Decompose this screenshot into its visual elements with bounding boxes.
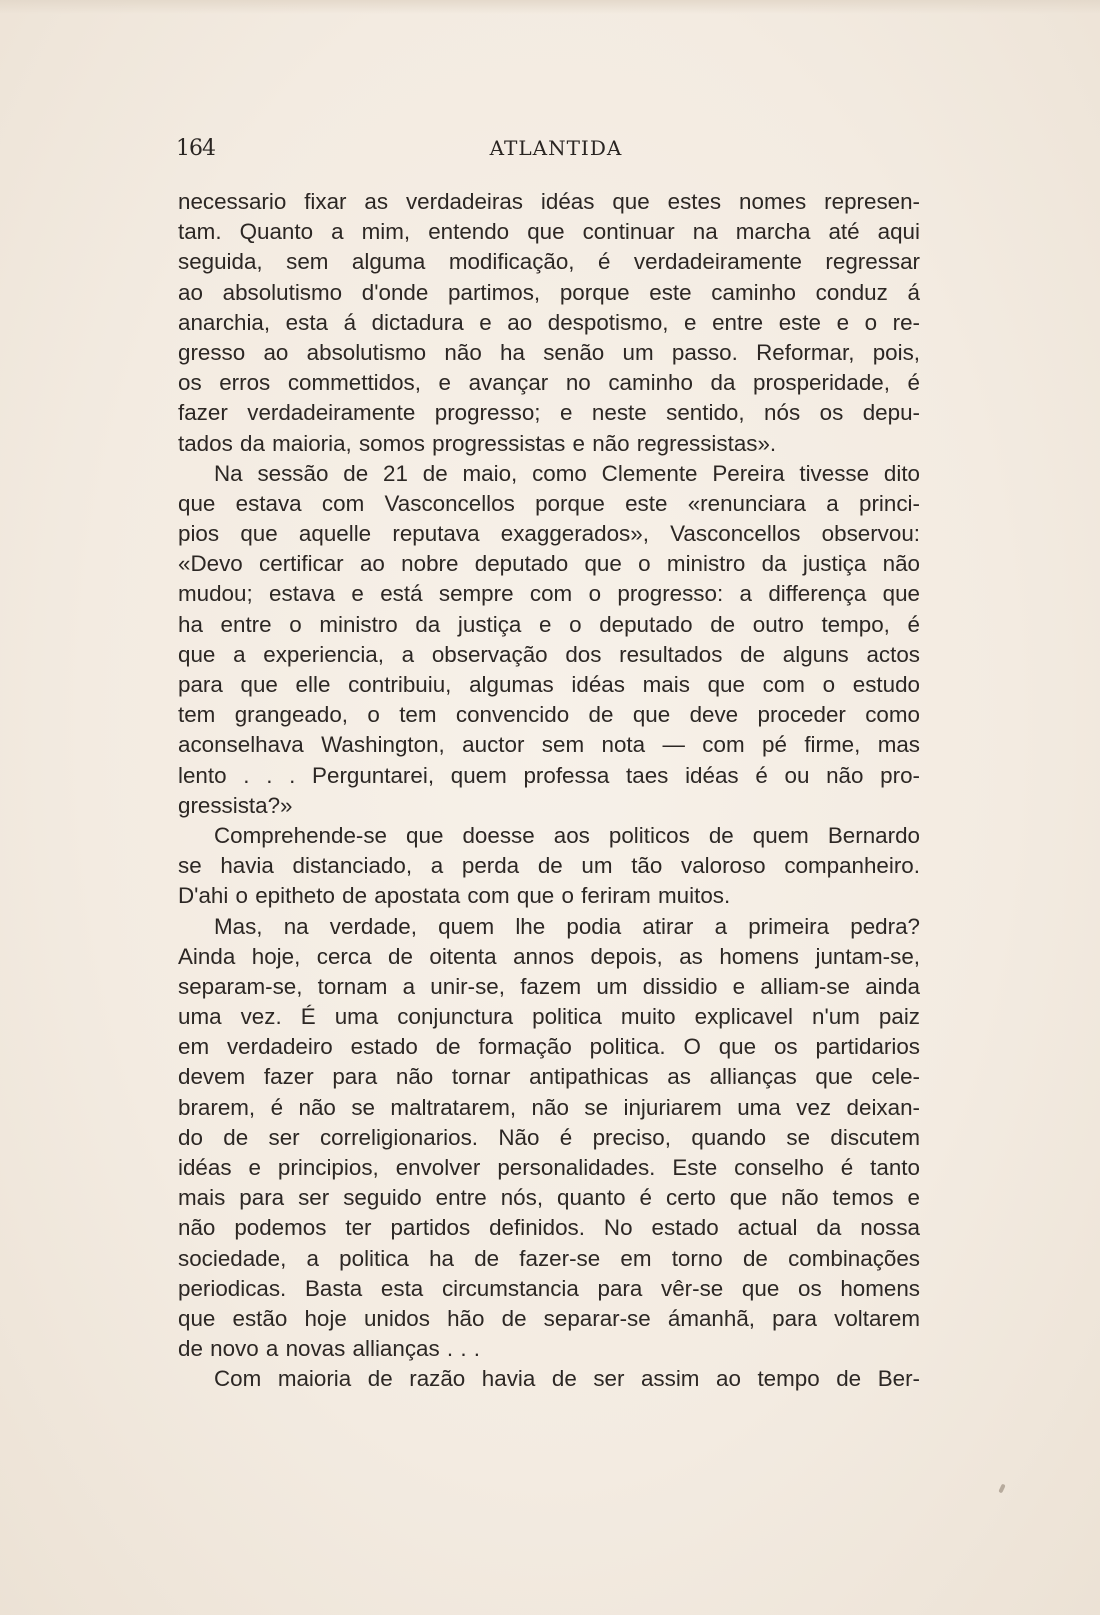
text-line: devem fazer para não tornar antipathicas as allianças que cele-	[178, 1064, 920, 1090]
text-line: lento . . . Perguntarei, quem professa taes idéas é ou não pro-	[178, 762, 920, 788]
text-line: tados da maioria, somos progressistas e não regressistas».	[178, 430, 777, 456]
text-line: do de ser correligionarios. Não é preciso, quando se discutem	[178, 1124, 920, 1150]
text-line: não podemos ter partidos definidos. No estado actual da nossa	[178, 1215, 920, 1241]
text-line: se havia distanciado, a perda de um tão valoroso companheiro.	[178, 853, 920, 879]
text-line: sociedade, a politica ha de fazer-se em torno de combinações	[178, 1245, 920, 1271]
text-line: de novo a novas allianças . . .	[178, 1336, 480, 1362]
page-top-shadow	[0, 0, 1100, 14]
running-title: ATLANTIDA	[489, 136, 623, 160]
text-line: gressista?»	[178, 792, 293, 818]
text-line: em verdadeiro estado de formação politica. O que os partidarios	[178, 1034, 920, 1060]
text-line: «Devo certificar ao nobre deputado que o ministro da justiça não	[178, 551, 920, 577]
text-line: fazer verdadeiramente progresso; e neste sentido, nós os depu-	[178, 400, 920, 426]
text-line: brarem, é não se maltratarem, não se injuriarem uma vez deixan-	[178, 1094, 920, 1120]
text-line: Com maioria de razão havia de ser assim ao tempo de Ber-	[214, 1366, 920, 1392]
text-line: anarchia, esta á dictadura e ao despotismo, e entre este e o re-	[178, 309, 920, 335]
text-line: D'ahi o epitheto de apostata com que o feriram muitos.	[178, 883, 731, 909]
text-line: periodicas. Basta esta circumstancia para vêr-se que os homens	[178, 1275, 920, 1301]
text-line: pios que aquelle reputava exaggerados», Vasconcellos observou:	[178, 521, 920, 547]
text-line: que estão hoje unidos hão de separar-se ámanhã, para voltarem	[178, 1305, 920, 1331]
text-line: ao absolutismo d'onde partimos, porque este caminho conduz á	[178, 279, 920, 305]
text-line: aconselhava Washington, auctor sem nota — com pé firme, mas	[178, 732, 920, 758]
text-line: para que elle contribuiu, algumas idéas mais que com o estudo	[178, 672, 920, 697]
text-line: gresso ao absolutismo não ha senão um passo. Reformar, pois,	[178, 339, 920, 365]
text-line: que a experiencia, a observação dos resultados de alguns actos	[178, 641, 920, 667]
page-header	[176, 132, 920, 168]
text-line: Comprehende-se que doesse aos politicos de quem Bernardo	[214, 822, 920, 848]
text-line: tam. Quanto a mim, entendo que continuar na marcha até aqui	[178, 219, 920, 245]
text-line: tem grangeado, o tem convencido de que deve proceder como	[178, 702, 920, 728]
body-text	[178, 187, 920, 1395]
text-line: uma vez. É uma conjunctura politica muito explicavel n'um paiz	[178, 1004, 920, 1030]
text-line: seguida, sem alguma modificação, é verdadeiramente regressar	[178, 249, 920, 275]
text-line: Mas, na verdade, quem lhe podia atirar a primeira pedra?	[214, 913, 920, 939]
text-line: mudou; estava e está sempre com o progresso: a differença que	[178, 581, 920, 607]
text-line: ha entre o ministro da justiça e o deputado de outro tempo, é	[178, 611, 920, 637]
text-line: necessario fixar as verdadeiras idéas que estes nomes represen-	[178, 189, 920, 214]
text-line: Na sessão de 21 de maio, como Clemente Pereira tivesse dito	[214, 460, 920, 486]
text-line: Ainda hoje, cerca de oitenta annos depois, as homens juntam-se,	[178, 943, 920, 969]
text-line: mais para ser seguido entre nós, quanto é certo que não temos e	[178, 1185, 920, 1211]
text-line: que estava com Vasconcellos porque este «renunciara a princi-	[178, 490, 920, 516]
page-number: 164	[176, 136, 215, 161]
text-line: os erros commettidos, e avançar no caminho da prosperidade, é	[178, 370, 920, 396]
paper-speck	[998, 1484, 1005, 1494]
text-line: separam-se, tornam a unir-se, fazem um dissidio e alliam-se ainda	[178, 973, 920, 999]
text-line: idéas e principios, envolver personalidades. Este conselho é tanto	[178, 1155, 920, 1180]
